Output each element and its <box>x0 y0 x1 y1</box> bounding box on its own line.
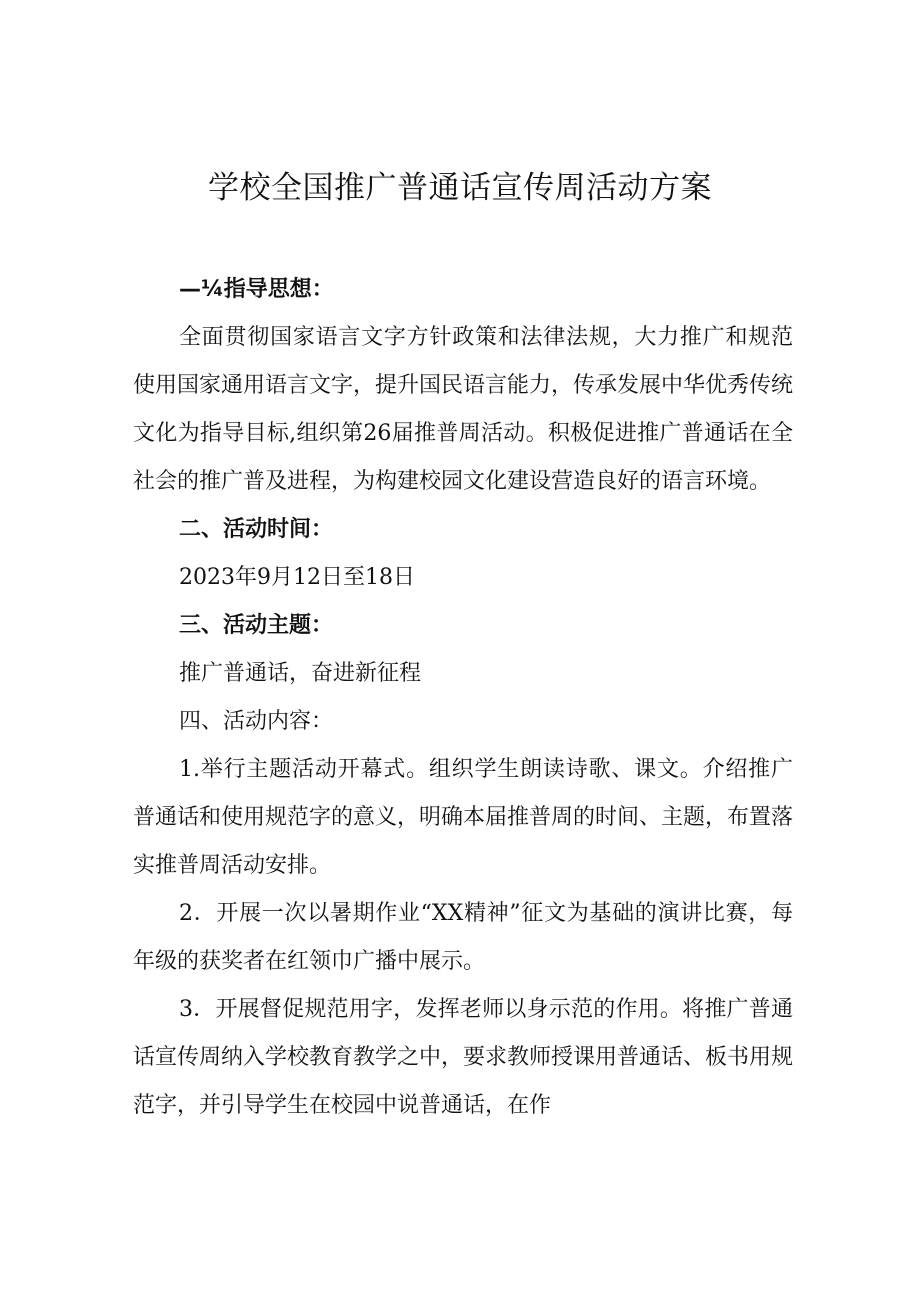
section-heading-activity-content: 四、活动内容： <box>179 709 334 734</box>
document-body <box>133 266 793 1130</box>
document-title: 学校全国推广普通话宣传周活动方案 <box>208 170 712 206</box>
paragraph-guiding-ideology: 全面贯彻国家语言文字方针政策和法律法规，大力推广和规范使用国家通用语言文字，提升国民语言能力，传承发展中华优秀传统文化为指导目标,组织第26届推普周活动。积极促进推广普通话在全社会的推广普及进程，为构建校园文化建设营造良好的语言环境。 <box>133 325 794 494</box>
paragraph-item-3: 3．开展督促规范用字，发挥老师以身示范的作用。将推广普通话宣传周纳入学校教育教学之中，要求教师授课用普通话、板书用规范字，并引导学生在校园中说普通话，在作 <box>133 997 794 1118</box>
paragraph-activity-theme: 推广普通话，奋进新征程 <box>179 661 422 686</box>
section-heading-activity-theme: 三、活动主题： <box>179 613 334 638</box>
section-heading-guiding-ideology: —¼指导思想： <box>179 277 334 302</box>
paragraph-activity-time: 2023年9月12日至18日 <box>179 565 415 590</box>
section-heading-activity-time: 二、活动时间： <box>179 517 334 542</box>
paragraph-item-2: 2．开展一次以暑期作业“XX精神”征文为基础的演讲比赛，每年级的获奖者在红领巾广播中展示。 <box>133 901 793 974</box>
paragraph-item-1: 1.举行主题活动开幕式。组织学生朗读诗歌、课文。介绍推广普通话和使用规范字的意义，明确本届推普周的时间、主题，布置落实推普周活动安排。 <box>133 757 794 878</box>
